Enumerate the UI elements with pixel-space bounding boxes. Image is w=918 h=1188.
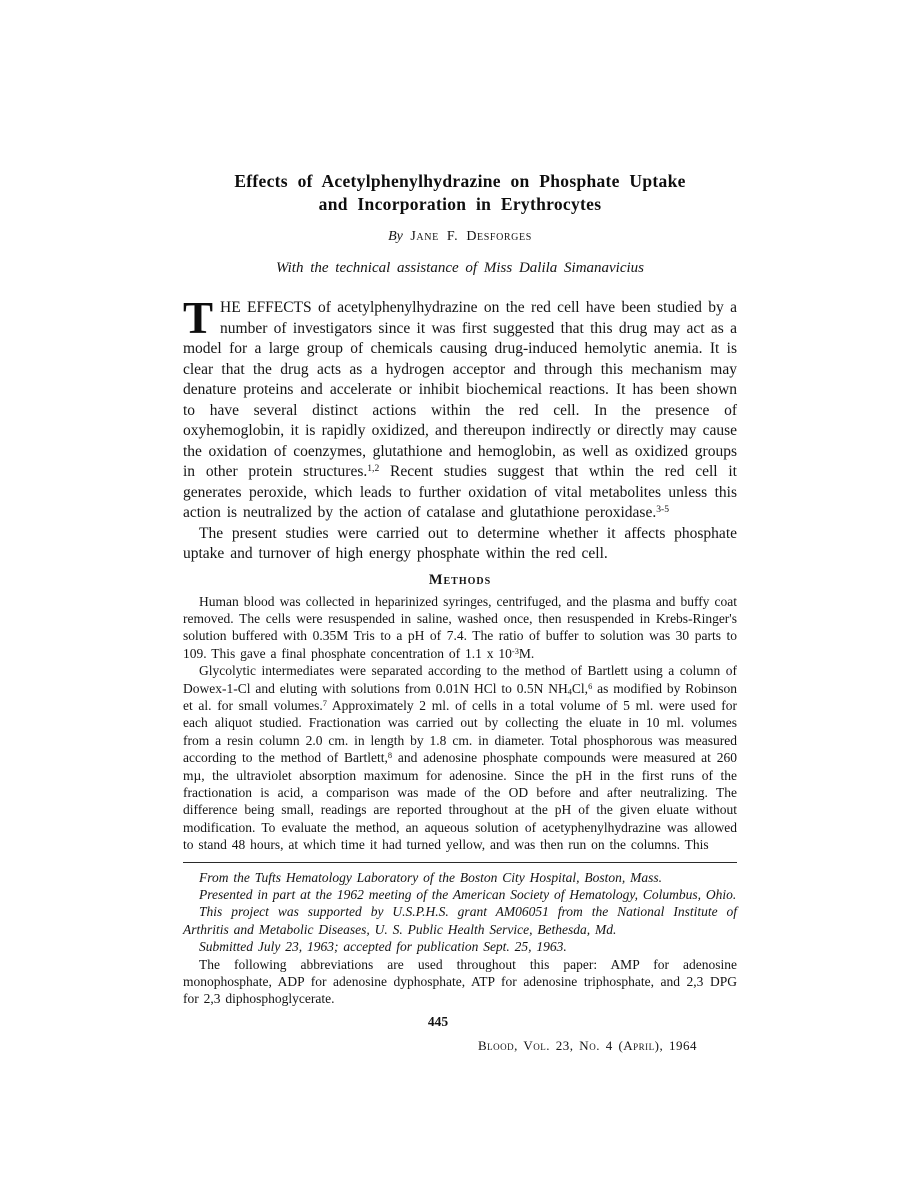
footnote-affiliation: From the Tufts Hematology Laboratory of the Boston City Hospital, Boston, Mass. [199, 869, 663, 885]
article-content-column [183, 170, 737, 1054]
author-name: Jane F. Desforges [410, 229, 532, 244]
article-title-line1: Effects of Acetylphenylhydrazine on Phosphate Uptake [234, 171, 686, 191]
intro-paragraph-1-text: HE EFFECTS of acetylphenylhydrazine on the red cell have been studied by a number of investigators since it was first suggested that this drug may act as a model for a large group of chemicals causing drug-induced hemolytic anemia. It is clear that the drug acts as a hydrogen acceptor and through this mechanism may denature proteins and accelerate or inhibit biochemical reactions. It has been shown to have several distinct actions within the red cell. In the presence of oxyhemoglobin, it is rapidly oxidized, and thereupon indirectly or directly may cause the oxidation of coenzymes, glutathione and hemoglobin, as well as oxidized groups in other protein structures.$^{1,2}$ Recent studies suggest that wthin the red cell it generates peroxide, which leads to further oxidation of vital metabolites unless this action is neutralized by the action of catalase and glutathione peroxidase.$^{3-5}$ [183, 299, 737, 521]
intro-paragraph-1 [183, 293, 737, 524]
footnote-grant: This project was supported by U.S.P.H.S. grant AM06051 from the National Institute of Arthritis and Metabolic Diseases, U. S. Public Health Service, Bethesda, Md. [183, 904, 737, 937]
footnote-divider [183, 862, 737, 863]
page-number: 445 [427, 1013, 449, 1029]
methods-paragraph-2: Glycolytic intermediates were separated according to the method of Bartlett using a column of Dowex-1-Cl and eluting with solutions from 0.01N HCl to 0.5N $NH_4Cl,^6$ as modified by Robinson et al. for small volumes.$^7$ Approximately 2 ml. of cells in a total volume of 5 ml. were used for each aliquot studied. Fractionation was carried out by collecting the eluate in 10 ml. volumes from a resin column 2.0 cm. in length by 1.8 cm. in diameter. Total phosphorous was measured according to the method of Bartlett,$^8$ and adenosine phosphate compounds were measured at 260 mµ, the ultraviolet absorption maximum for adenosine. Since the pH in the first runs of the fractionation is acid, a comparison was made of the OD before and after neutralizing. The difference being small, readings are reported throughout at the pH of the given eluate without modification. To evaluate the method, an aqueous solution of acetyphenylhydrazine was allowed to stand 48 hours, at which time it had turned yellow, and was then run on the columns. This [183, 663, 737, 853]
byline-prefix: By [388, 229, 403, 244]
drop-cap: T [183, 293, 214, 343]
footnote-presented: Presented in part at the 1962 meeting of the American Society of Hematology, Columbus, Ohio. [199, 887, 737, 902]
byline [183, 228, 737, 245]
article-title-line2: and Incorporation in Erythrocytes [318, 194, 602, 214]
introduction-section [183, 293, 737, 565]
methods-paragraph-1: Human blood was collected in heparinized syringes, centrifuged, and the plasma and buffy coat removed. The cells were resuspended in saline, washed once, then resuspended in Krebs-Ringer's solution buffered with 0.35M Tris to a pH of 7.4. The ratio of buffer to solution was 30 parts to 109. This gave a final phosphate concentration of 1.1 x $10^{-3}M$. [183, 593, 737, 661]
assistance-note: With the technical assistance of Miss Dalila Simanavicius [275, 260, 645, 276]
article-title [183, 170, 737, 216]
methods-section [183, 593, 737, 854]
footnote-submitted: Submitted July 23, 1963; accepted for publication Sept. 25, 1963. [199, 939, 567, 955]
journal-footer: Blood, Vol. 23, No. 4 (April), 1964 [477, 1037, 697, 1053]
methods-heading: Methods [428, 571, 492, 588]
intro-paragraph-2: The present studies were carried out to determine whether it affects phosphate uptake and turnover of high energy phosphate within the red cell. [183, 524, 737, 562]
footnote-abbreviations: The following abbreviations are used throughout this paper: AMP for adenosine monophosphate, ADP for adenosine dyphosphate, ATP for adenosine triphosphate, and 2,3 DPG for 2,3 diphosphoglycerate. [183, 956, 737, 1007]
footnotes-section [183, 869, 737, 1008]
